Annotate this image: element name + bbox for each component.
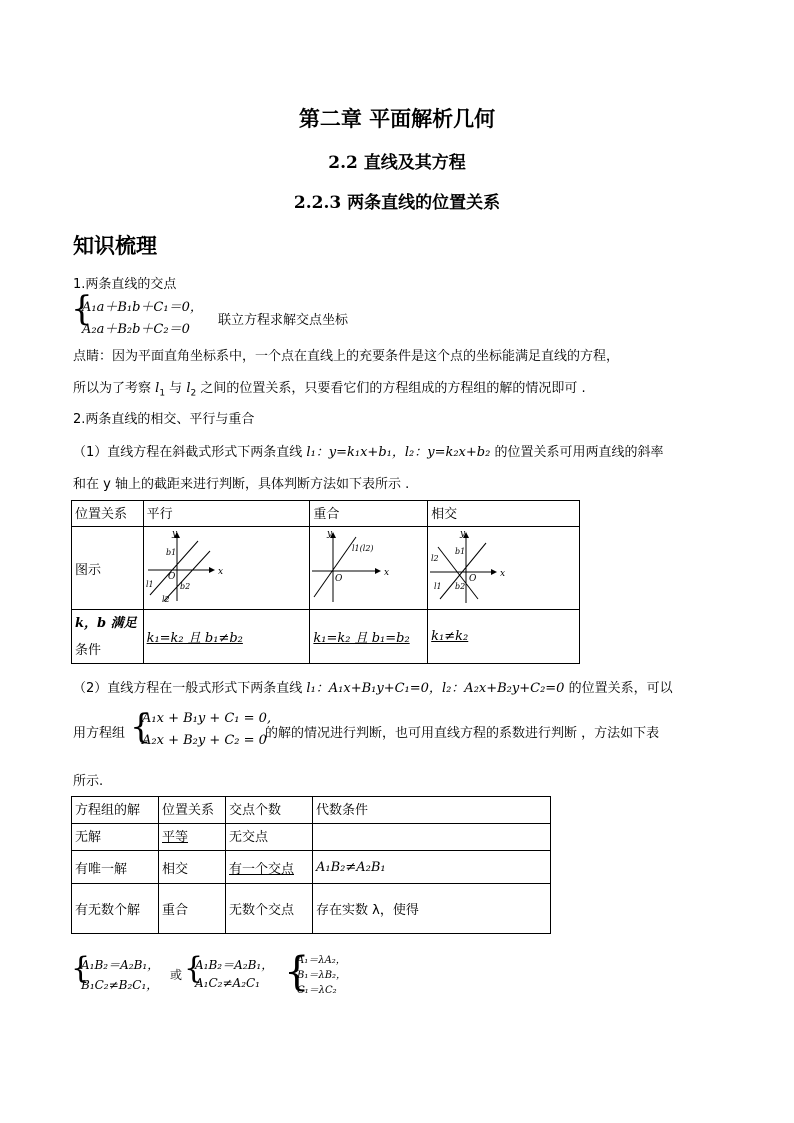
p2-sub1-line2: 和在 y 轴上的截距来进行判断，具体判断方法如下表所示 .: [73, 477, 410, 492]
p1-eq-note: 联立方程求解交点坐标: [218, 313, 349, 328]
table-row: [72, 824, 551, 851]
table-row: [72, 884, 551, 934]
brace-4: {: [184, 951, 204, 986]
t2-cell: [313, 824, 551, 851]
t2-header-solution: 方程组的解: [72, 797, 159, 824]
t2-cell: A₁B₂≠A₂B₁: [313, 851, 551, 884]
bottom-b2: A₁C₂≠A₂C₁: [195, 976, 260, 990]
brace-5: {: [284, 949, 310, 995]
t1-diagram-coincide-cell: [310, 527, 428, 610]
diagram-intersect: [428, 527, 573, 605]
label-x: x: [500, 569, 506, 579]
t2-header-condition: 代数条件: [313, 797, 551, 824]
t1-header-relation: 位置关系: [72, 501, 144, 527]
label-l2: l2: [161, 595, 170, 604]
section-title: 2.2 直线及其方程: [328, 153, 466, 173]
p1-tip-line2: 所以为了考察 $l_1$ 与 $l_2$ 之间的位置关系，只要看它们的方程组成的方程组的解的情况即可 .: [73, 381, 586, 399]
t2-cell: 无数个交点: [226, 884, 313, 934]
p1-eq1: A₁a＋B₁b＋C₁＝0，: [82, 300, 203, 315]
label-x: x: [384, 568, 390, 578]
t1-header-intersect: 相交: [428, 501, 580, 527]
t1-cond-parallel: k₁=k₂ 且 b₁≠b₂: [143, 610, 310, 664]
brace-2: {: [130, 707, 152, 747]
p2-heading: 2.两条直线的相交、平行与重合: [73, 412, 255, 427]
bottom-b1: A₁B₂＝A₂B₁，: [195, 958, 274, 972]
bottom-or: 或: [170, 968, 183, 982]
t2-cell: 有一个交点: [226, 851, 313, 884]
label-b2: b2: [179, 582, 190, 591]
bottom-a2: B₁C₂≠B₂C₁，: [81, 978, 159, 992]
label-b2: b2: [455, 582, 466, 591]
t2-cell: 重合: [159, 884, 226, 934]
t1-cond-intersect: k₁≠k₂: [428, 610, 580, 664]
p1-heading: 1.两条直线的交点: [73, 277, 177, 292]
label-x: x: [217, 567, 223, 577]
label-l1: l1: [145, 580, 154, 589]
t1-cond-coincide: k₁=k₂ 且 b₁=b₂: [310, 610, 428, 664]
diagram-coincide: [310, 527, 421, 605]
bottom-c3: C₁＝λC₂: [297, 985, 337, 996]
label-o: O: [167, 572, 175, 582]
t2-cell: 无交点: [226, 824, 313, 851]
t1-diagram-intersect-cell: [428, 527, 580, 610]
t2-cell: 相交: [159, 851, 226, 884]
label-l2: l2: [431, 554, 439, 563]
bottom-a1: A₁B₂＝A₂B₁，: [81, 958, 160, 972]
label-o: O: [335, 574, 343, 584]
bottom-c2: B₁＝λB₂，: [297, 970, 347, 981]
p2-sub2-eq1: A₁x + B₁y + C₁ = 0,: [142, 711, 272, 726]
p2-sub1-line1: （1）直线方程在斜截式形式下两条直线 l₁：y=k₁x+b₁，l₂：y=k₂x+b₂ 的位置关系可用两直线的斜率: [73, 445, 664, 460]
t1-header-parallel: 平行: [143, 501, 310, 527]
t2-cell: 无解: [72, 824, 159, 851]
brace-3: {: [71, 951, 91, 986]
p2-sub2-line2-b: 的解的情况进行判断，也可用直线方程的系数进行判断 ，方法如下表: [265, 726, 660, 741]
t2-cell: 平等: [159, 824, 226, 851]
label-b1: b1: [455, 547, 466, 556]
line-l1l2: [314, 537, 356, 597]
t2-header-count: 交点个数: [226, 797, 313, 824]
p2-sub2-line2-a: 用方程组: [73, 726, 126, 741]
t1-cond-label: k，b 满足 条件: [72, 610, 144, 664]
bottom-c1: A₁＝λA₂，: [297, 955, 346, 966]
label-l1l2: l1(l2): [352, 544, 374, 553]
t2-cell: 有唯一解: [72, 851, 159, 884]
t2-cell: 存在实数 λ，使得: [313, 884, 551, 934]
label-y: y: [460, 529, 466, 539]
label-y: y: [171, 529, 177, 539]
label-b1: b1: [165, 548, 176, 557]
p2-sub2-line3: 所示.: [73, 774, 104, 789]
t1-header-coincide: 重合: [310, 501, 428, 527]
p1-eq2: A₂a＋B₂b＋C₂＝0: [82, 322, 190, 337]
subsection-title: 2.2.3 两条直线的位置关系: [293, 193, 501, 213]
brace-1: {: [71, 289, 93, 329]
table-position-slope: [71, 500, 580, 664]
table-row: [72, 851, 551, 884]
label-y: y: [327, 529, 333, 539]
p2-sub2-eq2: A₂x + B₂y + C₂ = 0: [142, 733, 267, 748]
diagram-parallel: [144, 527, 304, 605]
label-l1: l1: [434, 582, 442, 591]
table-general-form: [71, 796, 551, 934]
t2-cell: 有无数个解: [72, 884, 159, 934]
t1-diagram-parallel-cell: [143, 527, 310, 610]
t1-diagram-label: 图示: [72, 527, 144, 610]
p1-tip-line1: 点睛：因为平面直角坐标系中，一个点在直线上的充要条件是这个点的坐标能满足直线的方程，: [73, 349, 620, 364]
t2-header-relation: 位置关系: [159, 797, 226, 824]
knowledge-heading: 知识梳理: [73, 234, 157, 258]
chapter-title: 第二章 平面解析几何: [298, 107, 496, 131]
label-o: O: [469, 574, 477, 584]
p2-sub2-line1: （2）直线方程在一般式形式下两条直线 l₁：A₁x+B₁y+C₁=0，l₂：A₂x+B₂y+C₂=0 的位置关系，可以: [73, 681, 673, 696]
